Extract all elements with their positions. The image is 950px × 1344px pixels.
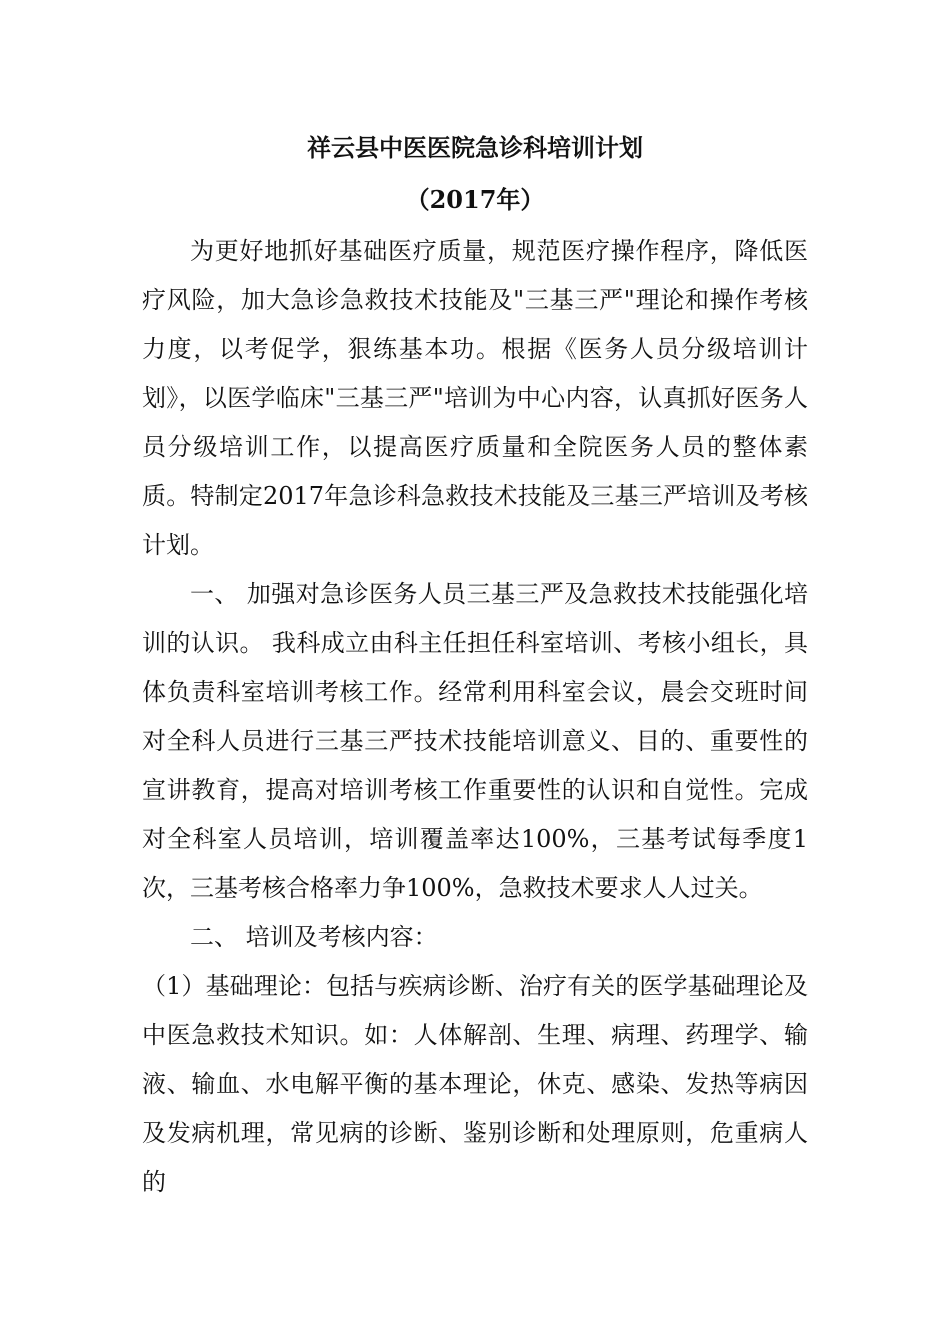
document-body	[142, 227, 808, 1207]
basic-theory-paragraph: （1）基础理论：包括与疾病诊断、治疗有关的医学基础理论及中医急救技术知识。如：人体解剖、生理、病理、药理学、输液、输血、水电解平衡的基本理论，休克、感染、发热等病因及发病机理，常见病的诊断、鉴别诊断和处理原则，危重病人的	[142, 972, 808, 1196]
document-title: 祥云县中医医院急诊科培训计划	[307, 133, 643, 162]
section-one-paragraph: 一、 加强对急诊医务人员三基三严及急救技术技能强化培训的认识。 我科成立由科主任担任科室培训、考核小组长，具体负责科室培训考核工作。经常利用科室会议，晨会交班时间对全科人员进行三基三严技术技能培训意义、目的、重要性的宣讲教育，提高对培训考核工作重要性的认识和自觉性。完成对全科室人员培训，培训覆盖率达100%，三基考试每季度1次，三基考核合格率力争100%，急救技术要求人人过关。	[142, 580, 808, 902]
intro-paragraph: 为更好地抓好基础医疗质量，规范医疗操作程序，降低医疗风险，加大急诊急救技术技能及"三基三严"理论和操作考核力度，以考促学，狠练基本功。根据《医务人员分级培训计划》，以医学临床"三基三严"培训为中心内容，认真抓好医务人员分级培训工作，以提高医疗质量和全院医务人员的整体素质。特制定2017年急诊科急救技术技能及三基三严培训及考核计划。	[142, 237, 808, 559]
document-subtitle: （2017年）	[405, 185, 545, 214]
section-two-heading: 二、 培训及考核内容：	[190, 923, 438, 951]
